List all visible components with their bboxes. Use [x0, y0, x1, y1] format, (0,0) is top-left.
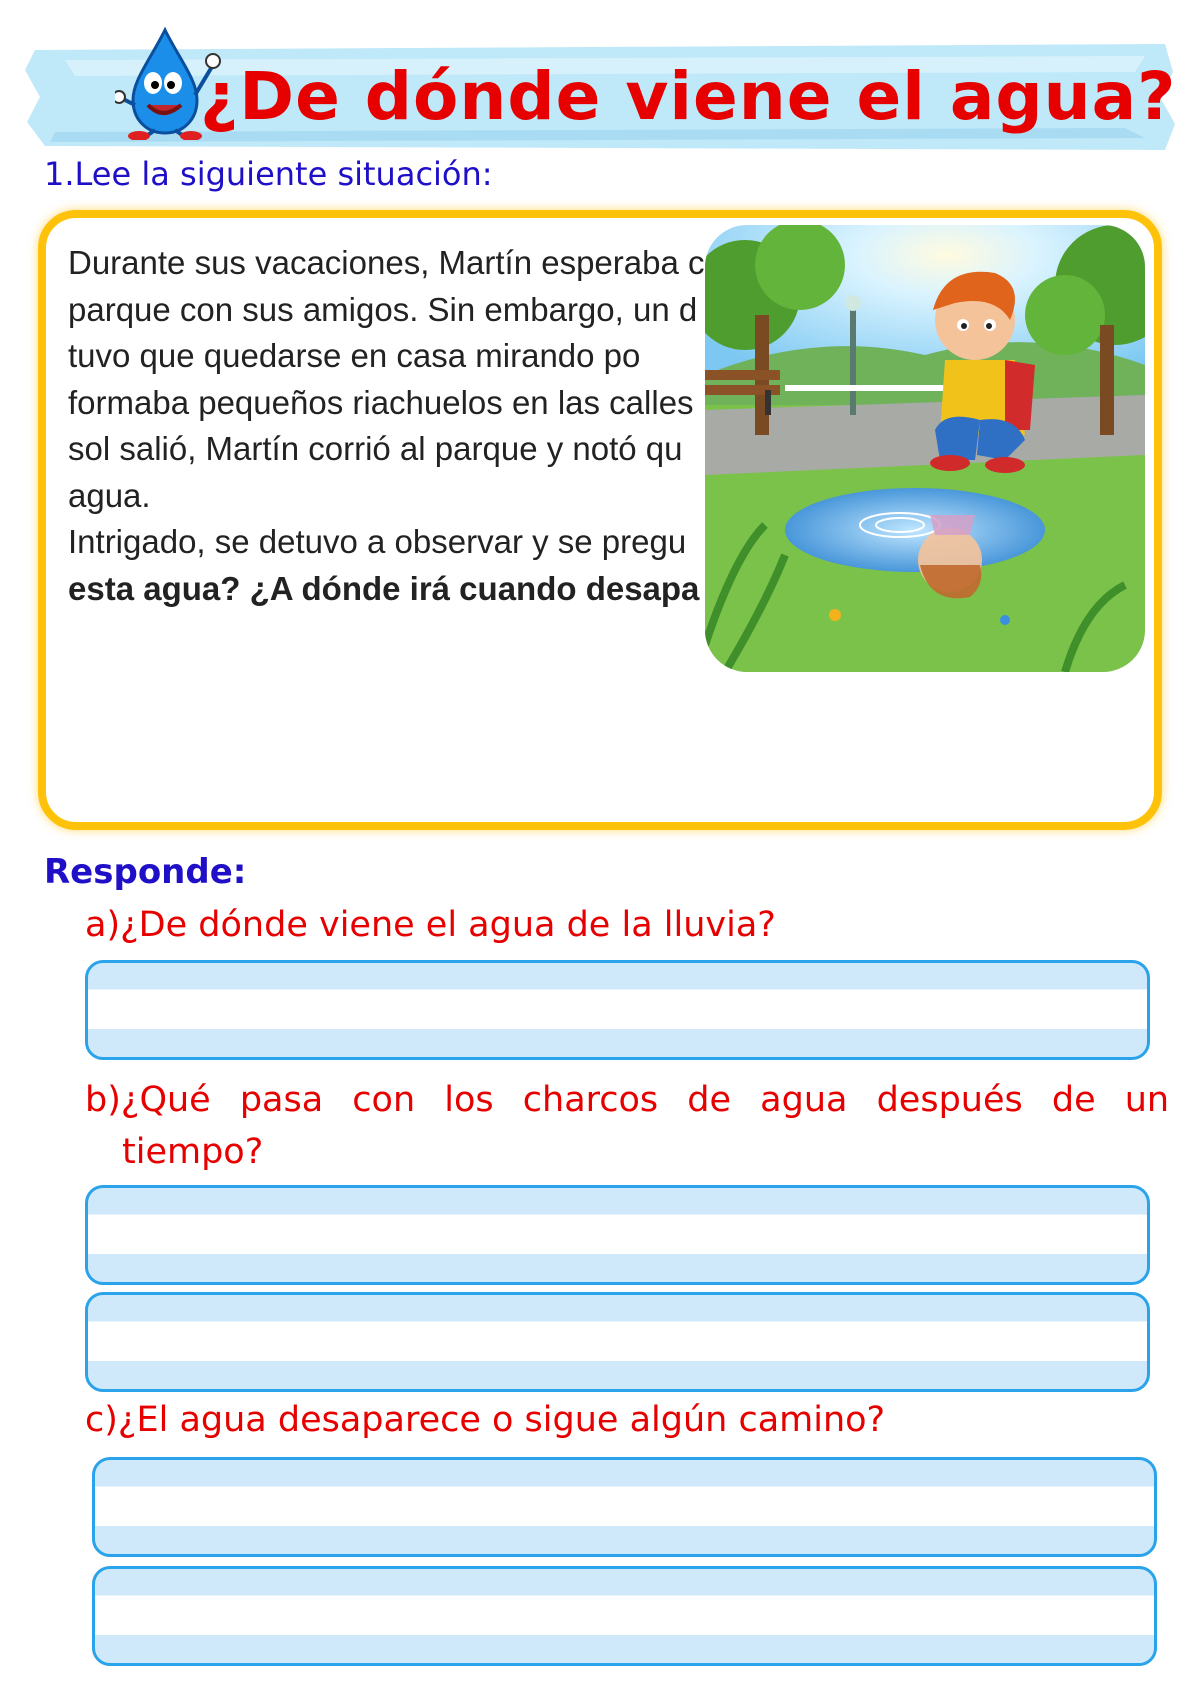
answer-box-c1[interactable] — [92, 1457, 1157, 1557]
question-b-line1: b)¿Qué pasa con los charcos de agua después de un — [85, 1080, 1170, 1120]
answer-box-b2[interactable] — [85, 1292, 1150, 1392]
question-b-line2: tiempo? — [122, 1132, 264, 1172]
park-puddle-illustration — [705, 225, 1145, 672]
page-title: ¿De dónde viene el agua? — [200, 58, 1177, 135]
question-c: c)¿El agua desaparece o sigue algún camino? — [85, 1400, 886, 1440]
story-line: tuvo que quedarse en casa mirando po — [68, 337, 641, 374]
story-line: Intrigado, se detuvo a observar y se pregu — [68, 523, 687, 560]
story-line: parque con sus amigos. Sin embargo, un d — [68, 290, 698, 328]
story-text — [68, 240, 773, 612]
story-line: agua. — [68, 476, 151, 514]
question-a: a)¿De dónde viene el agua de la lluvia? — [85, 905, 776, 945]
answer-box-c2[interactable] — [92, 1566, 1157, 1666]
section-heading-respond: Responde: — [44, 852, 247, 892]
story-line-question: esta agua? ¿A dónde irá cuando desapa — [68, 569, 700, 607]
story-line: Durante sus vacaciones, Martín esperaba c — [68, 244, 705, 281]
section-heading-read: 1.Lee la siguiente situación: — [44, 155, 493, 193]
story-line: sol salió, Martín corrió al parque y notó qu — [68, 430, 683, 467]
answer-box-a[interactable] — [85, 960, 1150, 1060]
answer-box-b1[interactable] — [85, 1185, 1150, 1285]
story-line: formaba pequeños riachuelos en las calles — [68, 383, 694, 421]
